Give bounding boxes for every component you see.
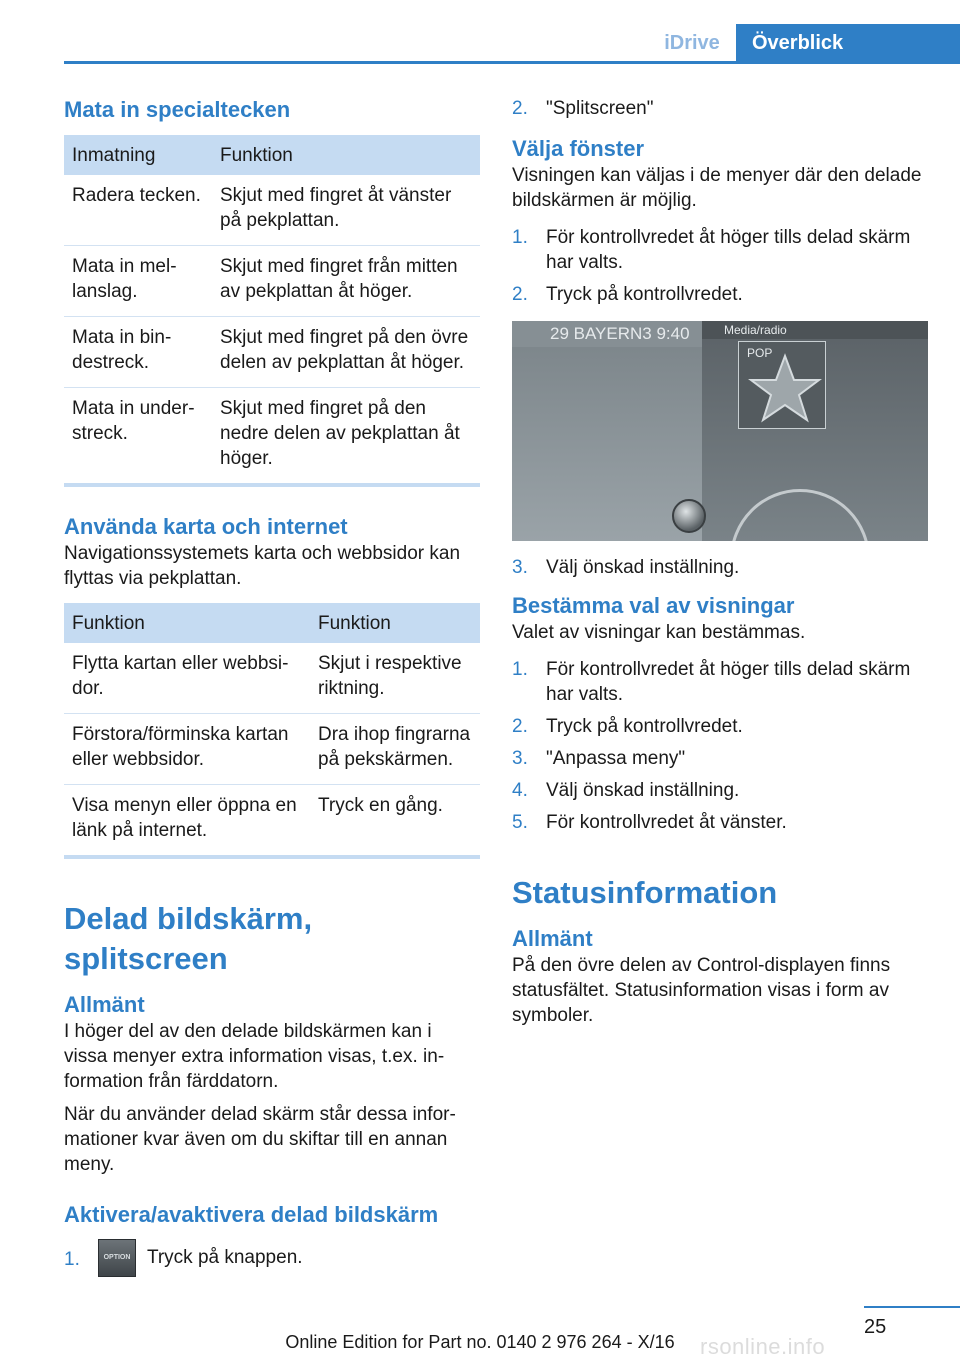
- heading-determine-views: Bestämma val av visningar: [512, 593, 795, 618]
- heading-select-window: Välja fönster: [512, 136, 645, 161]
- table-cell: Mata in understreck.: [72, 398, 195, 444]
- list-item: [64, 1239, 480, 1277]
- heading-special-characters: Mata in specialtecken: [64, 97, 291, 122]
- table-row: [64, 317, 480, 388]
- album-art: [738, 341, 826, 429]
- section-tab-idrive[interactable]: iDrive: [664, 32, 720, 54]
- list-item: [512, 746, 928, 771]
- table-cell: Förstora/förminska kartan eller webbsidor.: [64, 714, 310, 785]
- table-cell: Flytta kartan eller webbsidor.: [64, 643, 310, 714]
- option-button-icon: OPTION: [98, 1239, 136, 1277]
- map-intro-text: Navigationssystemets karta och webbsidor kan flyttas via pekplattan.: [64, 543, 461, 589]
- table-header: Funktion: [212, 135, 480, 175]
- split-steps-continued: [512, 96, 928, 121]
- step-text: För kontrollvredet åt höger tills delad skärm har valts.: [546, 227, 911, 273]
- table-cell: Visa menyn eller öppna en länk på internet.: [72, 795, 297, 841]
- step-number: 4.: [512, 780, 528, 801]
- table-cell: Skjut i respektive riktning.: [310, 643, 480, 714]
- page-number: 25: [864, 1316, 887, 1338]
- step-text: Välj önskad inställning.: [546, 557, 740, 578]
- list-item: [512, 810, 928, 835]
- header-rule: [64, 61, 960, 64]
- section-tab-overblick[interactable]: Överblick: [736, 24, 960, 62]
- table-cell: Skjut med fingret på den nedre delen av pekplattan åt höger.: [220, 398, 460, 469]
- left-column: [64, 96, 480, 1284]
- list-item: [512, 555, 928, 580]
- table-header: Funktion: [64, 603, 310, 643]
- views-intro-text: Valet av visningar kan bestämmas.: [512, 622, 806, 643]
- table-end-rule: [64, 855, 480, 859]
- step-text: Tryck på knappen.: [146, 1247, 303, 1269]
- step-number: 5.: [512, 812, 528, 833]
- special-characters-table: [64, 135, 480, 483]
- list-item: [512, 96, 928, 121]
- table-cell: Skjut med fingret på den övre delen av pekplattan åt höger.: [212, 317, 480, 388]
- window-steps: [512, 225, 928, 307]
- table-row: [64, 714, 480, 785]
- table-row: [64, 643, 480, 714]
- table-row: [64, 175, 480, 246]
- step-text: Välj önskad inställning.: [546, 780, 740, 801]
- step-number: 3.: [512, 748, 528, 769]
- map-table: [64, 603, 480, 855]
- list-item: [512, 282, 928, 307]
- table-cell: Dra ihop fingrarna på pekskärmen.: [310, 714, 480, 785]
- list-item: [512, 778, 928, 803]
- right-column: [512, 96, 928, 1028]
- table-end-rule: [64, 483, 480, 487]
- table-row: [64, 246, 480, 317]
- table-row: [64, 388, 480, 484]
- table-cell: Skjut med fingret från mitten av pekplattan åt höger.: [212, 246, 480, 317]
- table-row: [64, 785, 480, 856]
- views-steps: [512, 657, 928, 835]
- step-text: För kontrollvredet åt höger tills delad skärm har valts.: [546, 659, 911, 705]
- screen-media-label: Media/radio: [724, 323, 787, 337]
- table-cell: Mata in mellanslag.: [64, 246, 212, 317]
- step-number: 1.: [512, 227, 528, 248]
- window-intro-text: Visningen kan väljas i de menyer där den delade bildskärmen är möjlig.: [512, 165, 922, 211]
- genre-label: POP: [747, 346, 773, 360]
- table-cell: Radera tecken.: [64, 175, 212, 246]
- title-status-information: Statusinformation: [512, 875, 778, 910]
- step-text: För kontrollvredet åt vänster.: [546, 812, 787, 833]
- table-header: Inmatning: [64, 135, 212, 175]
- step-number: 2.: [512, 98, 528, 119]
- table-cell: Tryck en gång.: [318, 795, 443, 816]
- split-screen-image: [512, 321, 928, 541]
- table-header: Funktion: [310, 603, 480, 643]
- table-cell: Mata in bindestreck.: [64, 317, 212, 388]
- page-header: [0, 0, 960, 64]
- list-item: [512, 657, 928, 707]
- step-text: "Splitscreen": [546, 98, 654, 119]
- split-steps-final: [512, 555, 928, 580]
- list-item: [512, 225, 928, 275]
- step-text: "Anpassa meny": [546, 748, 686, 769]
- step-text: Tryck på kontrollvredet.: [546, 284, 743, 305]
- step-text: Tryck på kontrollvredet.: [546, 716, 743, 737]
- heading-activate-split: Aktivera/avaktivera delad bildskärm: [64, 1202, 439, 1227]
- table-cell: Skjut med fingret åt vänster på pekplattan.: [212, 175, 480, 246]
- title-split-screen: Delad bildskärm, splitscreen: [64, 901, 313, 976]
- activate-steps: [64, 1239, 480, 1277]
- split-paragraph-2: När du använder delad skärm står dessa informationer kvar även om du skiftar till en annan meny.: [64, 1104, 456, 1175]
- heading-general: Allmänt: [512, 926, 593, 951]
- footer-edition-text: Online Edition for Part no. 0140 2 976 264 - X/16: [285, 1332, 675, 1352]
- step-number: 3.: [512, 557, 528, 578]
- screen-station-text: 29 BAYERN3 9:40: [550, 324, 690, 343]
- step-number: 2.: [512, 716, 528, 737]
- step-number: 1.: [512, 659, 528, 680]
- step-number: 1.: [64, 1249, 80, 1270]
- status-text: På den övre delen av Control-displayen finns statusfältet. Statusinformation visas i form av symboler.: [512, 955, 891, 1026]
- split-paragraph-1: I höger del av den delade bildskärmen kan i vissa menyer extra information visas, t.ex. information från färddatorn.: [64, 1021, 445, 1092]
- list-item: [512, 714, 928, 739]
- watermark: rsonline.info: [700, 1334, 826, 1359]
- step-number: 2.: [512, 284, 528, 305]
- controller-knob-icon: [672, 499, 706, 533]
- heading-map-internet: Använda karta och internet: [64, 514, 348, 539]
- footer-rule: [864, 1306, 960, 1308]
- heading-general: Allmänt: [64, 992, 145, 1017]
